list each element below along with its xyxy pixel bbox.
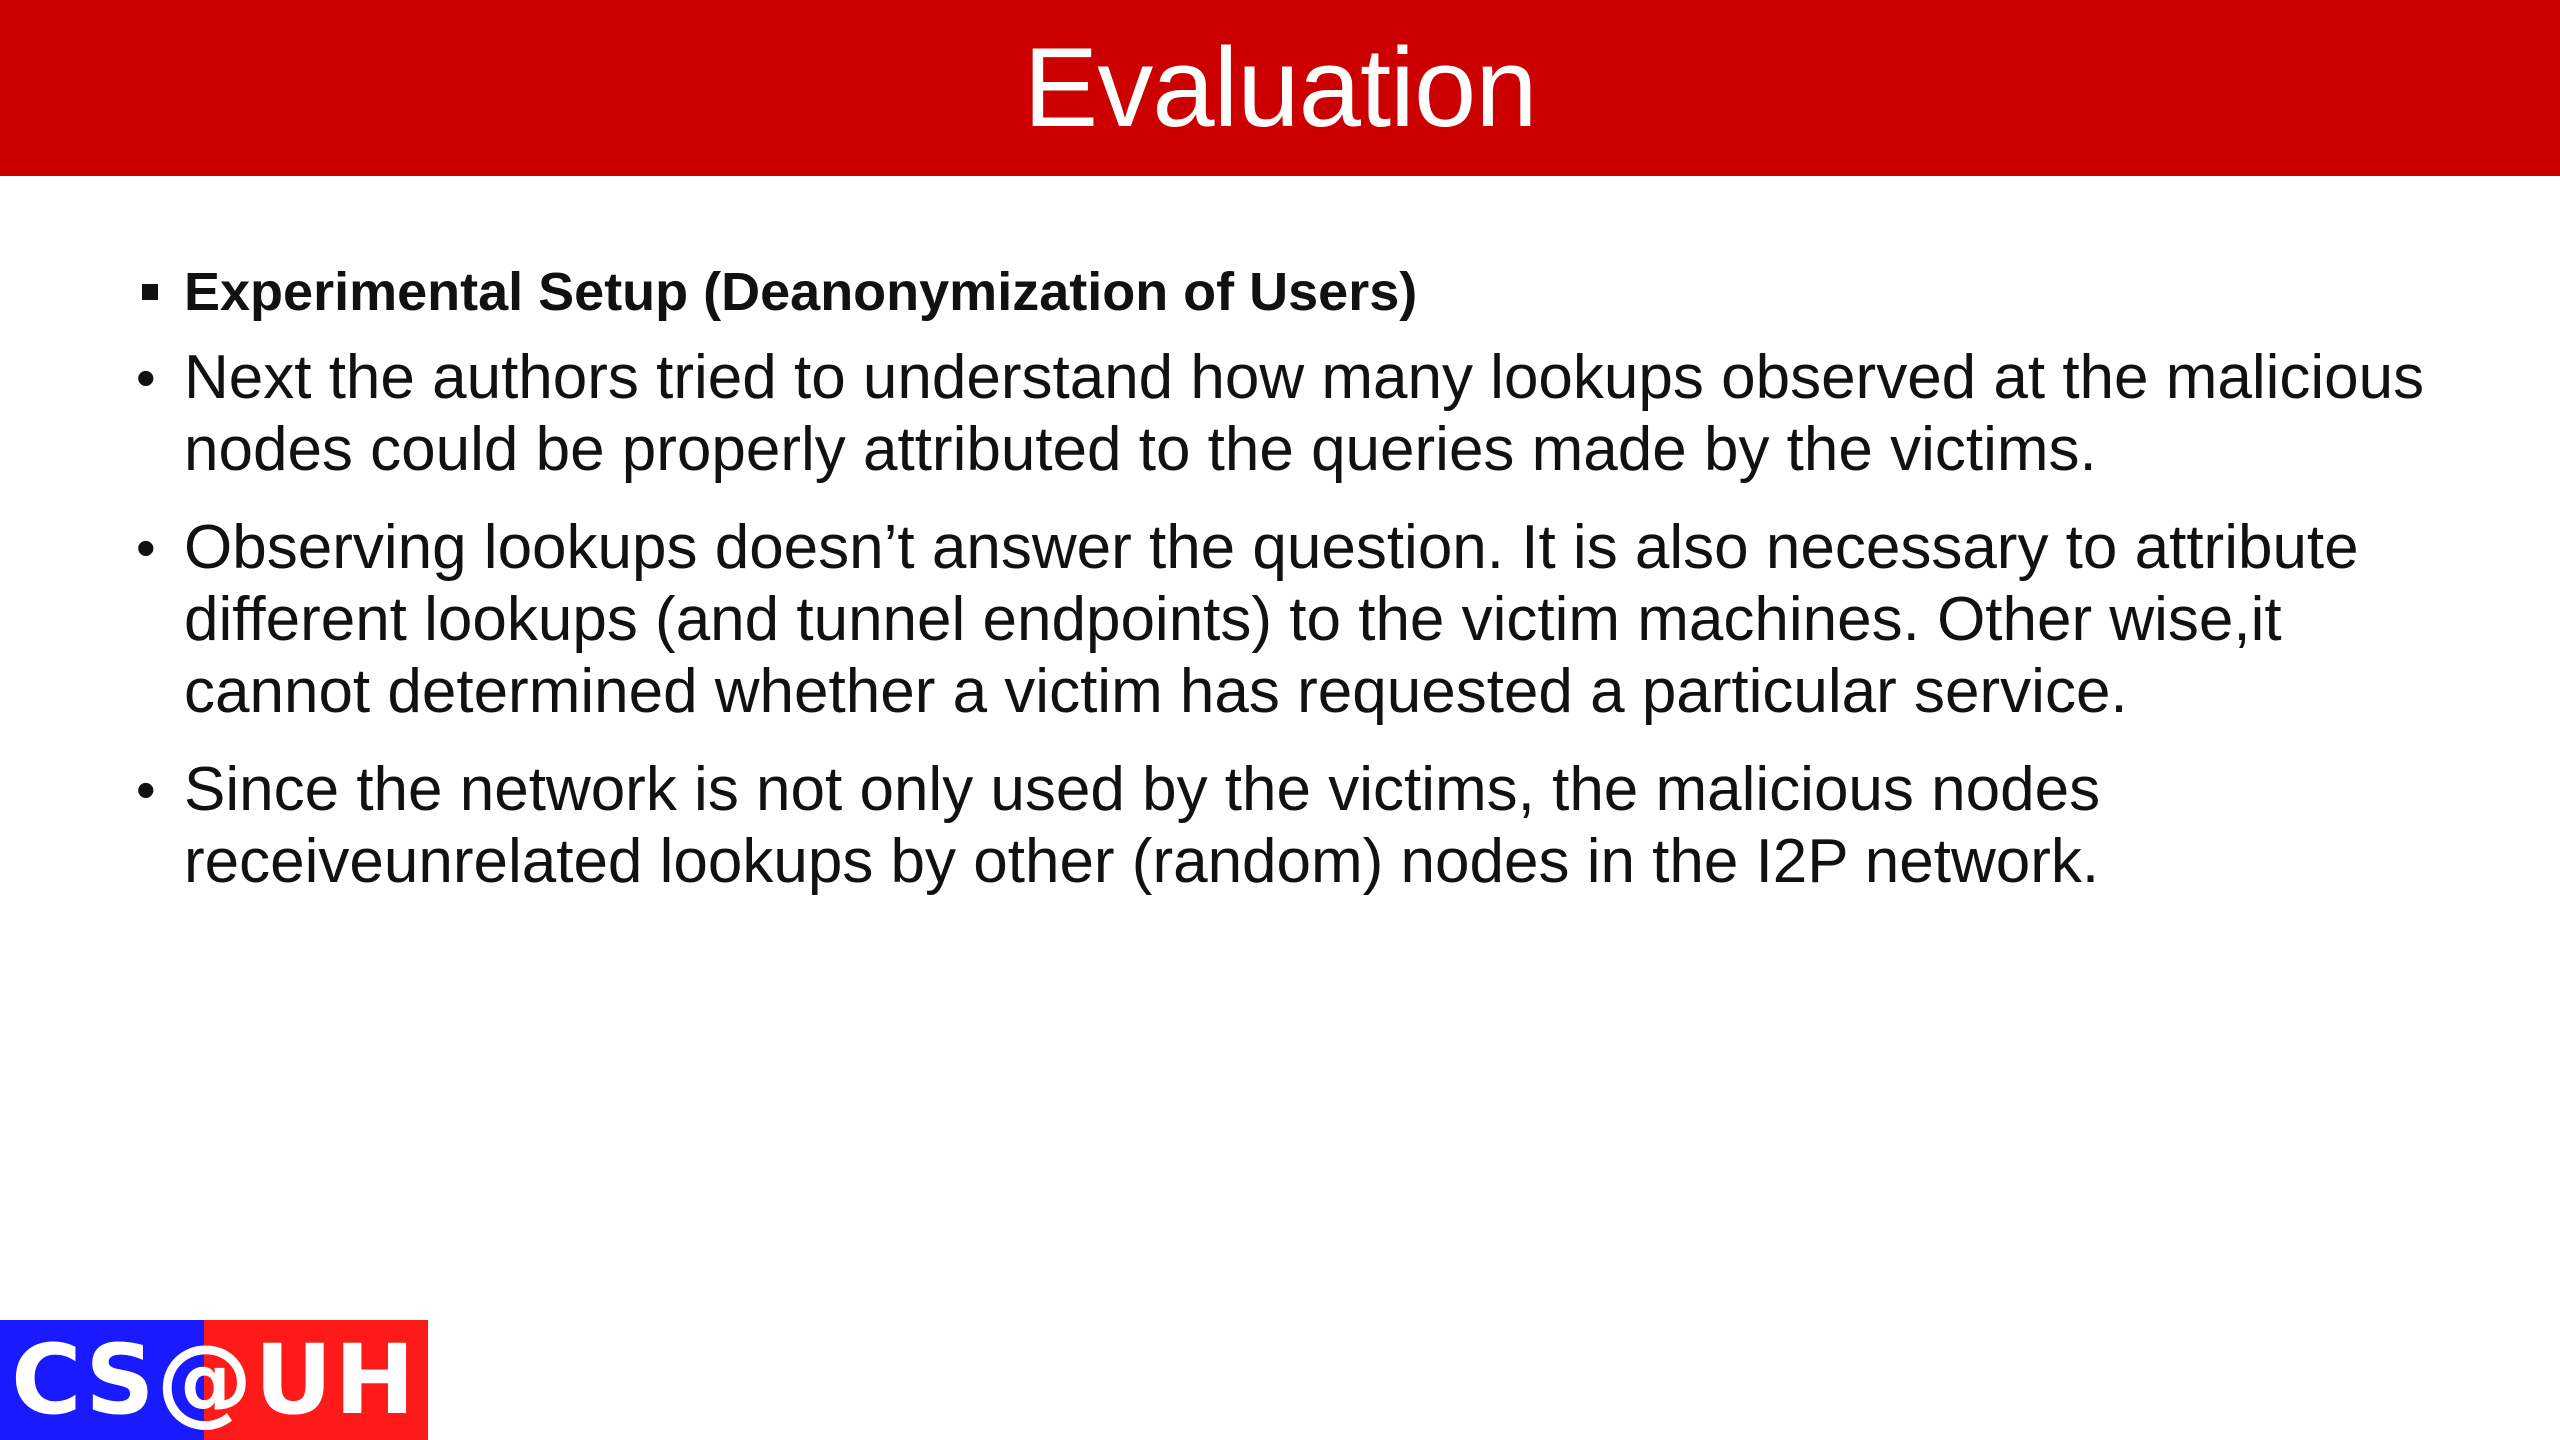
- bullet-point-text: Since the network is not only used by the victims, the malicious nodes receiveunrelated lookups by other (random) nodes in the I2P network.: [184, 755, 2101, 896]
- bullet-icon: •: [136, 758, 156, 821]
- bullet-point-2: [136, 512, 2436, 728]
- section-heading-text: Experimental Setup (Deanonymization of Users): [184, 262, 1418, 322]
- bullet-point-text: Observing lookups doesn’t answer the question. It is also necessary to attribute different lookups (and tunnel endpoints) to the victim machines. Other wise,it cannot determined whether a victim has requested a particular service.: [184, 513, 2359, 726]
- square-bullet-icon: [142, 284, 158, 300]
- slide-content: [136, 252, 2436, 924]
- bullet-point-1: [136, 342, 2436, 486]
- slide-title: Evaluation: [1023, 25, 1537, 150]
- bullet-icon: •: [136, 516, 156, 579]
- bullet-point-3: [136, 754, 2436, 898]
- logo-text: CS@UH: [11, 1324, 417, 1436]
- bullet-icon: •: [136, 346, 156, 409]
- section-heading: [136, 252, 2436, 332]
- cs-uh-logo: [0, 1320, 428, 1440]
- title-bar: [0, 0, 2560, 176]
- bullet-point-text: Next the authors tried to understand how many lookups observed at the malicious nodes could be properly attributed to the queries made by the victims.: [184, 343, 2425, 484]
